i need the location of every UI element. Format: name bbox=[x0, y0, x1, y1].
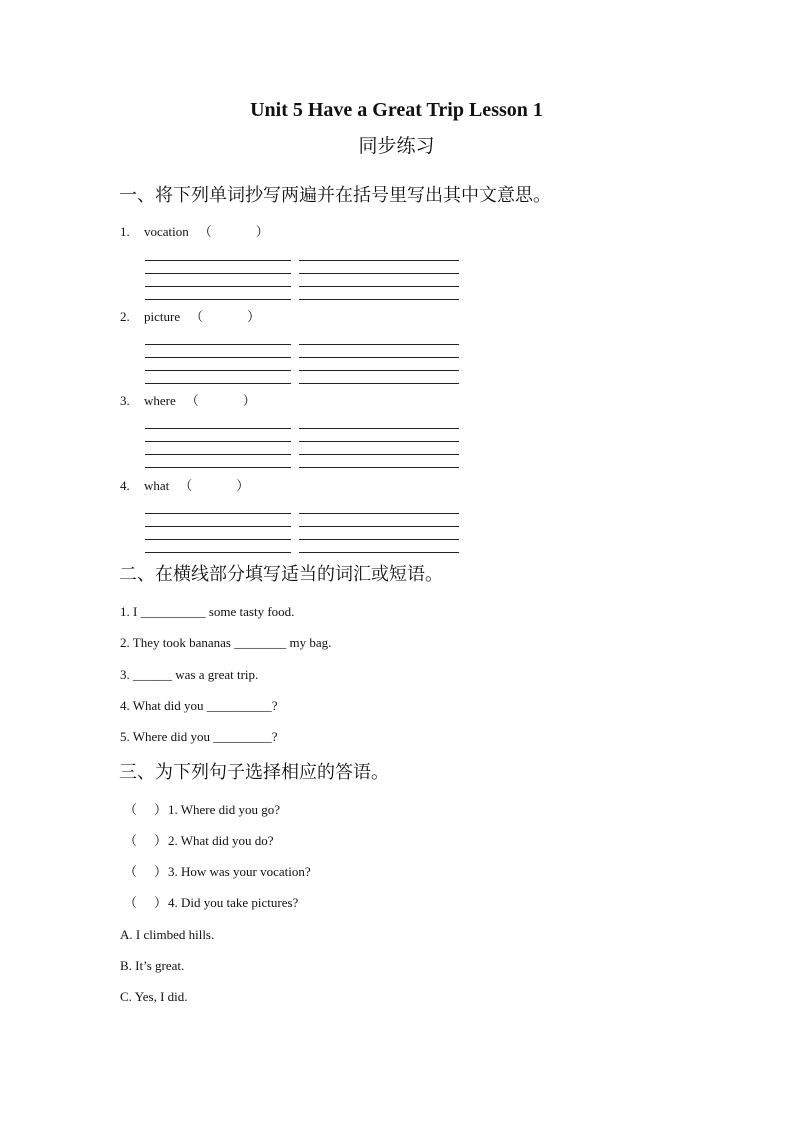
section-2-heading: 二、在横线部分填写适当的词汇或短语。 bbox=[119, 564, 443, 585]
copy-line[interactable] bbox=[145, 286, 291, 287]
copy-line[interactable] bbox=[299, 286, 459, 287]
copy-line[interactable] bbox=[299, 273, 459, 274]
word-item-2 bbox=[120, 309, 260, 325]
question-text: 4. Did you take pictures? bbox=[168, 895, 299, 910]
copy-line[interactable] bbox=[145, 428, 291, 429]
worksheet-title: Unit 5 Have a Great Trip Lesson 1 bbox=[250, 99, 543, 121]
section-1-heading: 一、将下列单词抄写两遍并在括号里写出其中文意思。 bbox=[119, 185, 551, 206]
answer-option-a: A. I climbed hills. bbox=[120, 927, 215, 942]
word-item-1 bbox=[120, 224, 269, 240]
answer-bracket-open[interactable]: （ bbox=[124, 895, 138, 910]
copy-line[interactable] bbox=[145, 370, 291, 371]
copy-line[interactable] bbox=[299, 526, 459, 527]
fill-blank-item-3: 3. ______ was a great trip. bbox=[120, 667, 259, 682]
copy-line[interactable] bbox=[145, 526, 291, 527]
section-3-heading: 三、为下列句子选择相应的答语。 bbox=[119, 762, 389, 783]
word-number: 4. bbox=[120, 478, 130, 493]
copy-line[interactable] bbox=[145, 513, 291, 514]
copy-line[interactable] bbox=[299, 383, 459, 384]
word-number: 3. bbox=[120, 393, 130, 408]
copy-line[interactable] bbox=[145, 357, 291, 358]
copy-line[interactable] bbox=[145, 299, 291, 300]
word-text: vocation bbox=[144, 224, 189, 239]
copy-line[interactable] bbox=[299, 428, 459, 429]
copy-line[interactable] bbox=[145, 552, 291, 553]
copy-lines-1[interactable] bbox=[145, 256, 459, 300]
copy-line[interactable] bbox=[299, 539, 459, 540]
word-number: 2. bbox=[120, 309, 130, 324]
match-question-2 bbox=[124, 833, 274, 849]
paren-close: ） bbox=[242, 393, 256, 408]
paren-open: （ bbox=[190, 309, 204, 324]
copy-lines-3[interactable] bbox=[145, 424, 459, 468]
worksheet-subtitle: 同步练习 bbox=[358, 135, 435, 157]
answer-bracket-close: ） bbox=[154, 895, 168, 910]
question-text: 2. What did you do? bbox=[168, 833, 274, 848]
copy-line[interactable] bbox=[299, 370, 459, 371]
answer-option-b: B. It’s great. bbox=[120, 958, 185, 973]
fill-blank-item-4: 4. What did you __________? bbox=[120, 698, 278, 713]
answer-option-c: C. Yes, I did. bbox=[120, 989, 188, 1004]
copy-line[interactable] bbox=[145, 467, 291, 468]
copy-line[interactable] bbox=[145, 539, 291, 540]
copy-line[interactable] bbox=[299, 260, 459, 261]
copy-line[interactable] bbox=[299, 467, 459, 468]
copy-line[interactable] bbox=[145, 273, 291, 274]
match-question-1 bbox=[124, 802, 280, 818]
copy-line[interactable] bbox=[145, 441, 291, 442]
answer-bracket-open[interactable]: （ bbox=[124, 833, 138, 848]
paren-close: ） bbox=[236, 478, 250, 493]
question-text: 1. Where did you go? bbox=[168, 802, 281, 817]
copy-line[interactable] bbox=[299, 552, 459, 553]
fill-blank-item-1: 1. I __________ some tasty food. bbox=[120, 604, 295, 619]
answer-bracket-close: ） bbox=[154, 833, 168, 848]
word-number: 1. bbox=[120, 224, 130, 239]
copy-line[interactable] bbox=[299, 299, 459, 300]
copy-line[interactable] bbox=[145, 260, 291, 261]
word-item-4 bbox=[120, 478, 249, 494]
answer-bracket-close: ） bbox=[154, 802, 168, 817]
word-text: what bbox=[144, 478, 170, 493]
word-text: picture bbox=[144, 309, 181, 324]
word-item-3 bbox=[120, 393, 256, 409]
copy-line[interactable] bbox=[145, 383, 291, 384]
copy-lines-4[interactable] bbox=[145, 509, 459, 553]
copy-line[interactable] bbox=[299, 357, 459, 358]
copy-lines-2[interactable] bbox=[145, 340, 459, 384]
copy-line[interactable] bbox=[145, 454, 291, 455]
copy-line[interactable] bbox=[299, 513, 459, 514]
question-text: 3. How was your vocation? bbox=[168, 864, 311, 879]
paren-close: ） bbox=[247, 309, 261, 324]
copy-line[interactable] bbox=[145, 344, 291, 345]
paren-open: （ bbox=[179, 478, 193, 493]
paren-close: ） bbox=[255, 224, 269, 239]
match-question-3 bbox=[124, 864, 311, 880]
word-text: where bbox=[144, 393, 176, 408]
paren-open: （ bbox=[198, 224, 212, 239]
answer-bracket-open[interactable]: （ bbox=[124, 864, 138, 879]
fill-blank-item-2: 2. They took bananas ________ my bag. bbox=[120, 635, 332, 650]
copy-line[interactable] bbox=[299, 441, 459, 442]
match-question-4 bbox=[124, 895, 298, 911]
copy-line[interactable] bbox=[299, 344, 459, 345]
fill-blank-item-5: 5. Where did you _________? bbox=[120, 729, 278, 744]
answer-bracket-open[interactable]: （ bbox=[124, 802, 138, 817]
copy-line[interactable] bbox=[299, 454, 459, 455]
answer-bracket-close: ） bbox=[154, 864, 168, 879]
paren-open: （ bbox=[185, 393, 199, 408]
